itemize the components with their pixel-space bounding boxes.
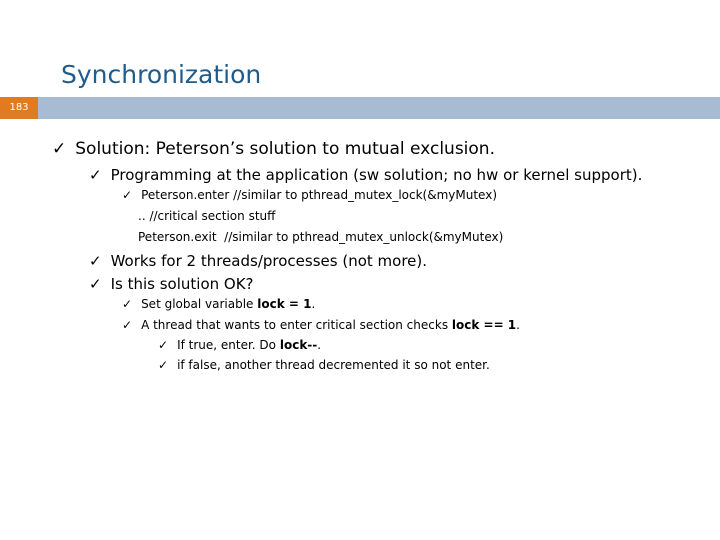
bullet-text: Works for 2 threads/processes (not more). (110, 252, 427, 270)
bullet-text: If true, enter. Do (177, 338, 280, 352)
bullet-text: Set global variable (141, 297, 258, 311)
check-icon: ✓ (158, 358, 169, 372)
check-icon: ✓ (52, 139, 67, 159)
slide-title: Synchronization (61, 60, 262, 89)
bullet-suffix: . (317, 338, 322, 352)
bullet-ok (89, 275, 254, 293)
bullet-suffix: . (516, 318, 520, 332)
bullet-solution (52, 139, 495, 159)
bullet-programming (89, 166, 642, 184)
code-critical: .. //critical section stuff (138, 209, 276, 223)
check-icon: ✓ (122, 188, 133, 202)
code-lock-decrement: lock-- (279, 338, 318, 352)
bullet-thread-checks (122, 318, 520, 332)
bullet-enter (122, 188, 497, 202)
check-icon: ✓ (158, 338, 169, 352)
bullet-set-lock (122, 297, 315, 311)
check-icon: ✓ (122, 297, 133, 311)
check-icon: ✓ (89, 275, 102, 293)
bullet-text: Solution: Peterson’s solution to mutual exclusion. (75, 139, 495, 159)
bullet-text: Programming at the application (sw solution; no hw or kernel support). (110, 166, 643, 184)
bullet-text: Peterson.enter //similar to pthread_mutex_lock(&myMutex) (141, 188, 498, 202)
bullet-suffix: . (311, 297, 316, 311)
code-exit: Peterson.exit //similar to pthread_mutex_unlock(&myMutex) (138, 230, 504, 244)
code-lock-assign: lock = 1 (257, 297, 312, 311)
bullet-if-false (158, 358, 490, 372)
check-icon: ✓ (122, 318, 133, 332)
check-icon: ✓ (89, 166, 102, 184)
bullet-text: Is this solution OK? (110, 275, 254, 293)
title-bar (0, 97, 720, 119)
code-lock-compare: lock == 1 (451, 318, 517, 332)
bullet-works (89, 252, 427, 270)
bullet-text: if false, another thread decremented it so not enter. (177, 358, 490, 372)
bullet-text: A thread that wants to enter critical section checks (141, 318, 452, 332)
slide-number: 183 (0, 97, 38, 119)
bullet-if-true (158, 338, 321, 352)
check-icon: ✓ (89, 252, 102, 270)
